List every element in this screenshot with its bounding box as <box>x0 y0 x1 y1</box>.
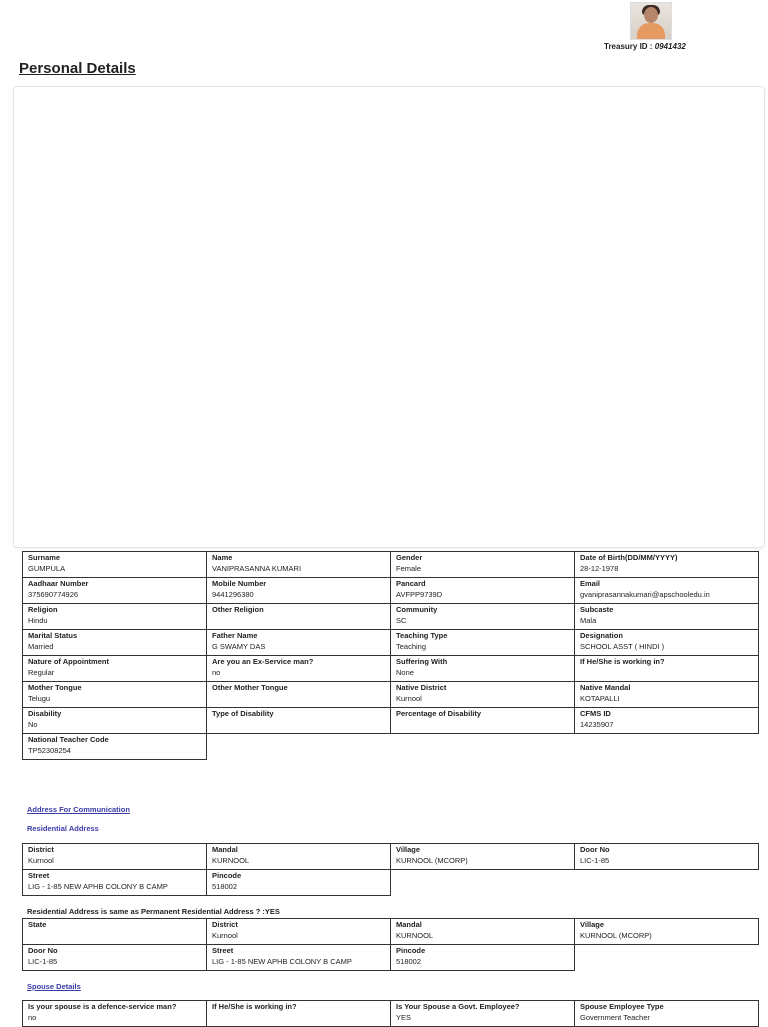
personal-details-table <box>22 551 759 760</box>
field-spouse-defence <box>23 1001 207 1027</box>
field-label: Door No <box>28 946 58 955</box>
field-label: Teaching Type <box>396 631 448 640</box>
field-res-district <box>23 844 207 870</box>
empty-cell <box>575 870 759 896</box>
field-label: Spouse Employee Type <box>580 1002 664 1011</box>
field-value: Hindu <box>28 616 48 625</box>
field-value: Kurnool <box>396 694 422 703</box>
field-perm-street <box>207 945 391 971</box>
field-spouse-working-in <box>207 1001 391 1027</box>
field-label: Native Mandal <box>580 683 631 692</box>
content-panel <box>13 86 765 548</box>
empty-cell <box>391 870 575 896</box>
field-father-name <box>207 630 391 656</box>
field-value: 14235907 <box>580 720 614 729</box>
field-value: LIG - 1-85 NEW APHB COLONY B CAMP <box>212 957 352 966</box>
table-row <box>23 604 759 630</box>
field-label: Email <box>580 579 601 588</box>
field-value: Telugu <box>28 694 51 703</box>
field-working-in <box>575 656 759 682</box>
field-value: 9441296380 <box>212 590 254 599</box>
table-row <box>23 656 759 682</box>
field-mother-tongue <box>23 682 207 708</box>
field-national-teacher-code <box>23 734 207 760</box>
residential-address-heading: Residential Address <box>27 824 99 833</box>
field-label: Native District <box>396 683 447 692</box>
table-row <box>23 1001 759 1027</box>
field-value: LIG - 1-85 NEW APHB COLONY B CAMP <box>28 882 168 891</box>
field-ex-service <box>207 656 391 682</box>
spouse-details-table <box>22 1000 759 1027</box>
field-value: KURNOOL <box>396 931 434 940</box>
table-row <box>23 552 759 578</box>
field-label: Name <box>212 553 233 562</box>
treasury-id <box>604 42 686 51</box>
field-label: Subcaste <box>580 605 614 614</box>
field-value: Married <box>28 642 54 651</box>
permanent-address-table <box>22 918 759 971</box>
field-label: Marital Status <box>28 631 78 640</box>
field-label: Pincode <box>212 871 242 880</box>
field-label: Village <box>580 920 605 929</box>
table-row <box>23 870 759 896</box>
field-value: 518002 <box>396 957 422 966</box>
field-label: Is Your Spouse a Govt. Employee? <box>396 1002 520 1011</box>
field-community <box>391 604 575 630</box>
field-label: Religion <box>28 605 58 614</box>
field-value: LIC-1-85 <box>28 957 58 966</box>
field-label: Designation <box>580 631 623 640</box>
empty-cell <box>207 734 391 760</box>
field-surname <box>23 552 207 578</box>
field-res-door-no <box>575 844 759 870</box>
empty-cell <box>391 734 575 760</box>
field-label: Suffering With <box>396 657 448 666</box>
table-row <box>23 844 759 870</box>
field-value: no <box>28 1013 37 1022</box>
field-label: Nature of Appointment <box>28 657 109 666</box>
field-value: 375690774926 <box>28 590 79 599</box>
table-row <box>23 682 759 708</box>
page-title: Personal Details <box>19 60 136 77</box>
field-value: VANIPRASANNA KUMARI <box>212 564 302 573</box>
field-res-pincode <box>207 870 391 896</box>
field-value: Female <box>396 564 422 573</box>
field-percentage-of-disability <box>391 708 575 734</box>
field-marital-status <box>23 630 207 656</box>
field-mobile <box>207 578 391 604</box>
field-value: SCHOOL ASST ( HINDI ) <box>580 642 665 651</box>
field-label: National Teacher Code <box>28 735 109 744</box>
same-as-permanent-note: Residential Address is same as Permanent Residential Address ? :YES <box>27 907 280 916</box>
field-pancard <box>391 578 575 604</box>
field-label: Mandal <box>396 920 422 929</box>
field-designation <box>575 630 759 656</box>
field-label: Mobile Number <box>212 579 267 588</box>
field-label: Father Name <box>212 631 258 640</box>
field-native-district <box>391 682 575 708</box>
spouse-details-link[interactable]: Spouse Details <box>27 982 81 991</box>
field-cfms-id <box>575 708 759 734</box>
field-perm-district <box>207 919 391 945</box>
field-res-village <box>391 844 575 870</box>
field-value: Mala <box>580 616 597 625</box>
field-value: Government Teacher <box>580 1013 650 1022</box>
field-value: KURNOOL <box>212 856 250 865</box>
field-label: District <box>28 845 54 854</box>
field-value: Kurnool <box>212 931 238 940</box>
field-value: TP52308254 <box>28 746 71 755</box>
field-label: Surname <box>28 553 61 562</box>
field-value: KURNOOL (MCORP) <box>580 931 652 940</box>
field-perm-door-no <box>23 945 207 971</box>
field-gender <box>391 552 575 578</box>
table-row <box>23 708 759 734</box>
field-label: If He/She is working in? <box>580 657 665 666</box>
field-value: Teaching <box>396 642 427 651</box>
field-label: If He/She is working in? <box>212 1002 297 1011</box>
field-label: Disability <box>28 709 62 718</box>
treasury-id-label: Treasury ID : <box>604 42 653 51</box>
field-perm-pincode <box>391 945 575 971</box>
field-label: Street <box>212 946 234 955</box>
field-label: Other Mother Tongue <box>212 683 288 692</box>
field-perm-mandal <box>391 919 575 945</box>
field-value: KURNOOL (MCORP) <box>396 856 468 865</box>
field-value: SC <box>396 616 407 625</box>
table-row <box>23 919 759 945</box>
field-value: 28-12-1978 <box>580 564 619 573</box>
table-row <box>23 945 759 971</box>
field-perm-village <box>575 919 759 945</box>
field-label: Street <box>28 871 50 880</box>
field-email <box>575 578 759 604</box>
photo-face <box>644 7 658 23</box>
field-label: Percentage of Disability <box>396 709 482 718</box>
field-label: Mother Tongue <box>28 683 82 692</box>
field-subcaste <box>575 604 759 630</box>
field-label: Type of Disability <box>212 709 274 718</box>
field-label: Gender <box>396 553 423 562</box>
field-label: Village <box>396 845 421 854</box>
field-religion <box>23 604 207 630</box>
field-value: GUMPULA <box>28 564 66 573</box>
field-label: CFMS ID <box>580 709 611 718</box>
field-perm-state <box>23 919 207 945</box>
field-dob <box>575 552 759 578</box>
table-row <box>23 578 759 604</box>
field-label: Aadhaar Number <box>28 579 89 588</box>
field-label: Are you an Ex-Service man? <box>212 657 314 666</box>
field-value: gvaniprasannakumari@apschooledu.in <box>580 590 710 599</box>
profile-photo <box>630 2 672 40</box>
field-disability <box>23 708 207 734</box>
field-aadhaar <box>23 578 207 604</box>
field-other-mother-tongue <box>207 682 391 708</box>
field-value: No <box>28 720 38 729</box>
table-row <box>23 734 759 760</box>
field-res-mandal <box>207 844 391 870</box>
field-value: YES <box>396 1013 412 1022</box>
field-label: Is your spouse is a defence-service man? <box>28 1002 177 1011</box>
field-res-street <box>23 870 207 896</box>
field-spouse-employee-type <box>575 1001 759 1027</box>
field-label: District <box>212 920 238 929</box>
field-nature-of-appointment <box>23 656 207 682</box>
field-spouse-govt-employee <box>391 1001 575 1027</box>
field-label: Pincode <box>396 946 426 955</box>
field-label: Other Religion <box>212 605 264 614</box>
field-type-of-disability <box>207 708 391 734</box>
field-name <box>207 552 391 578</box>
field-label: Pancard <box>396 579 426 588</box>
empty-cell <box>575 945 759 971</box>
field-value: LIC-1-85 <box>580 856 610 865</box>
field-value: None <box>396 668 414 677</box>
residential-address-table <box>22 843 759 896</box>
field-other-religion <box>207 604 391 630</box>
treasury-id-value: 0941432 <box>654 42 686 51</box>
field-value: G SWAMY DAS <box>212 642 266 651</box>
field-label: Community <box>396 605 438 614</box>
field-value: KOTAPALLI <box>580 694 620 703</box>
field-label: Mandal <box>212 845 238 854</box>
address-for-communication-link[interactable]: Address For Communication <box>27 805 130 814</box>
field-label: State <box>28 920 47 929</box>
field-native-mandal <box>575 682 759 708</box>
photo-body <box>637 23 665 40</box>
field-suffering-with <box>391 656 575 682</box>
field-value: 518002 <box>212 882 238 891</box>
field-value: Regular <box>28 668 55 677</box>
field-label: Door No <box>580 845 610 854</box>
field-teaching-type <box>391 630 575 656</box>
field-value: Kurnool <box>28 856 54 865</box>
field-label: Date of Birth(DD/MM/YYYY) <box>580 553 678 562</box>
field-value: AVFPP9739D <box>396 590 443 599</box>
table-row <box>23 630 759 656</box>
empty-cell <box>575 734 759 760</box>
field-value: no <box>212 668 221 677</box>
